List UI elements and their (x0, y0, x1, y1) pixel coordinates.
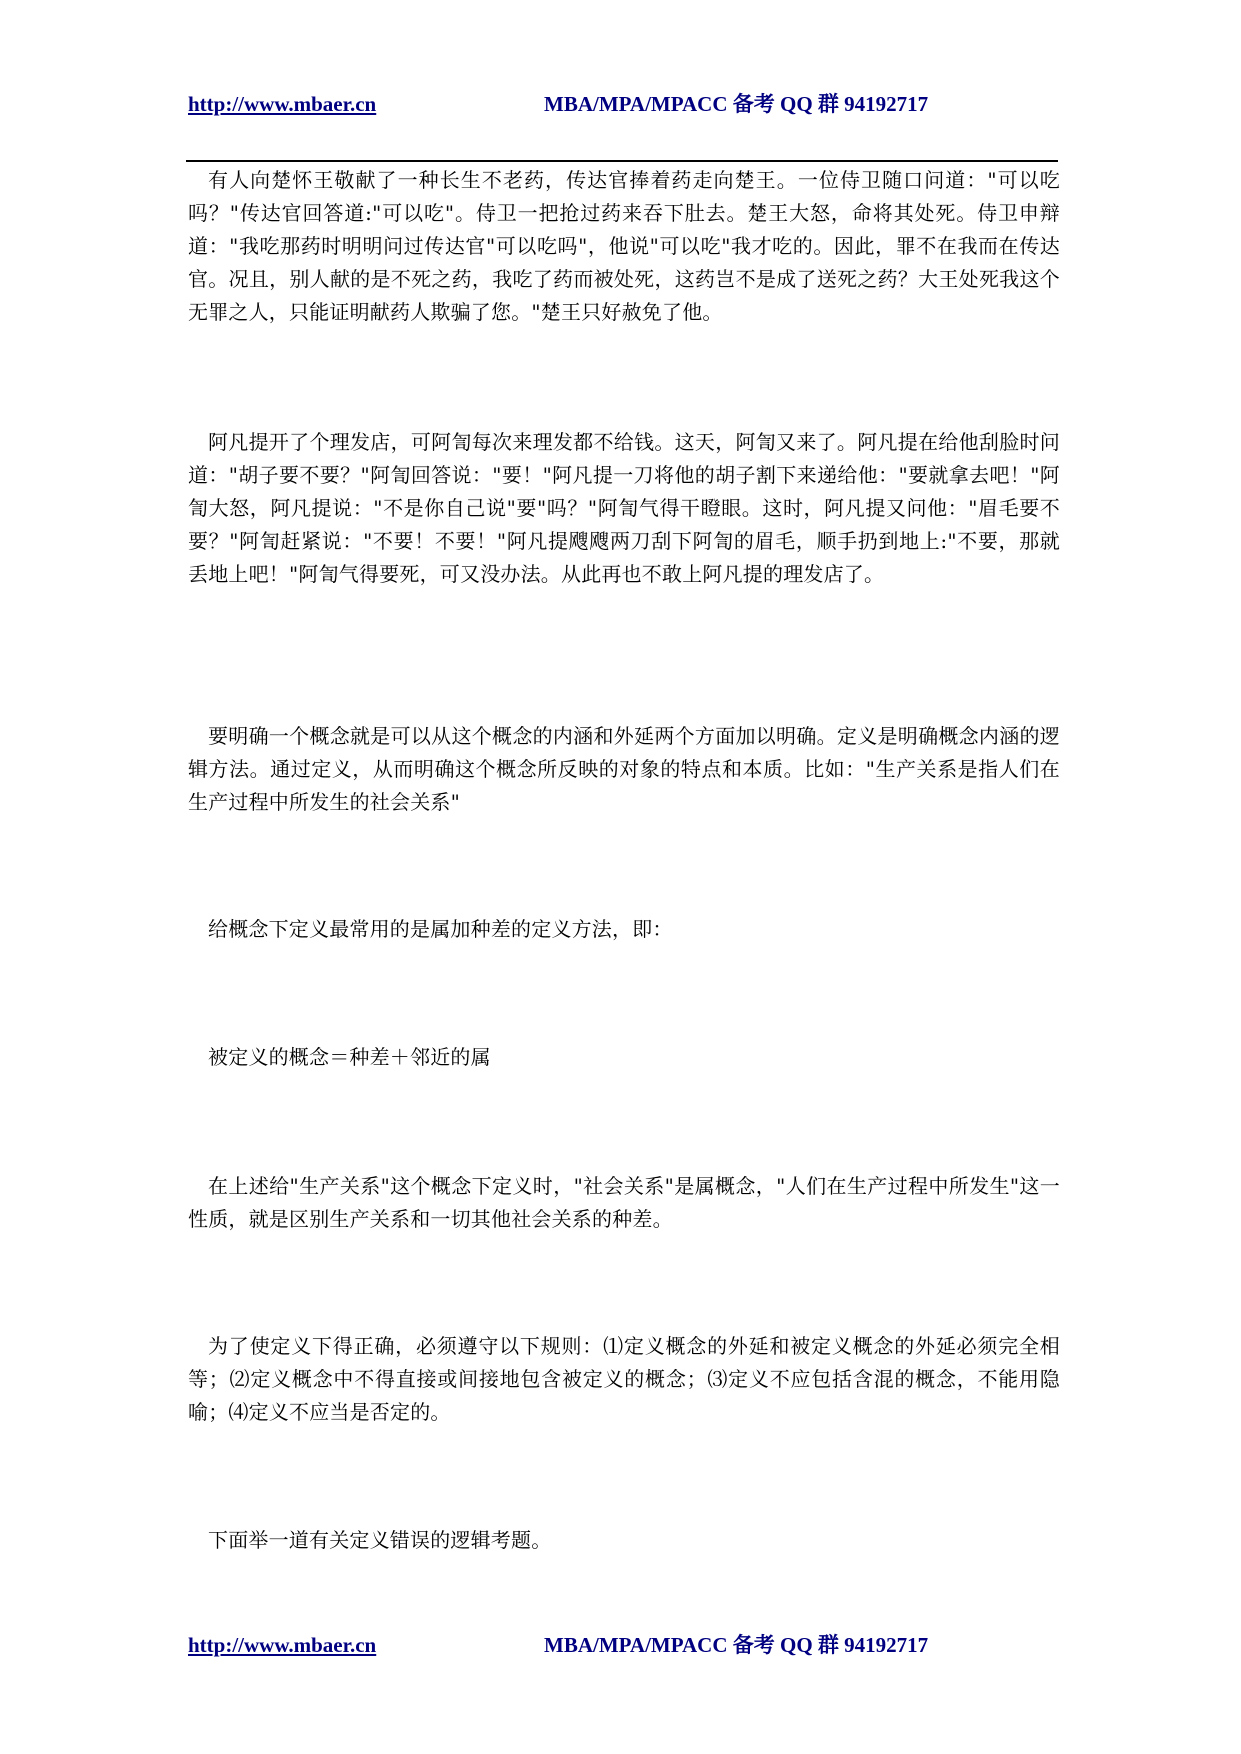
page-header (188, 89, 1058, 119)
paragraph-7: 为了使定义下得正确，必须遵守以下规则：⑴定义概念的外延和被定义概念的外延必须完全相等；⑵定义概念中不得直接或间接地包含被定义的概念；⑶定义不应包括含混的概念，不能用隐喻；⑷定义不应当是否定的。 (188, 1334, 1060, 1424)
paragraph-3: 要明确一个概念就是可以从这个概念的内涵和外延两个方面加以明确。定义是明确概念内涵的逻辑方法。通过定义，从而明确这个概念所反映的对象的特点和本质。比如："生产关系是指人们在生产过程中所发生的社会关系" (188, 724, 1060, 814)
paragraph-8: 下面举一道有关定义错误的逻辑考题。 (208, 1528, 552, 1552)
paragraph-5: 被定义的概念＝种差＋邻近的属 (208, 1045, 491, 1069)
footer-qq-group: MBA/MPA/MPACC 备考 QQ 群 94192717 (544, 1633, 929, 1657)
footer-link[interactable]: http://www.mbaer.cn (188, 1633, 377, 1657)
header-link[interactable]: http://www.mbaer.cn (188, 92, 377, 116)
page-footer (188, 1630, 1058, 1660)
header-qq-group: MBA/MPA/MPACC 备考 QQ 群 94192717 (544, 92, 929, 116)
header-divider (186, 160, 1058, 162)
paragraph-6: 在上述给"生产关系"这个概念下定义时，"社会关系"是属概念，"人们在生产过程中所发生"这一性质，就是区别生产关系和一切其他社会关系的种差。 (188, 1174, 1060, 1231)
paragraph-2: 阿凡提开了个理发店，可阿訇每次来理发都不给钱。这天，阿訇又来了。阿凡提在给他刮脸时问道："胡子要不要？"阿訇回答说："要！"阿凡提一刀将他的胡子割下来递给他："要就拿去吧！"阿訇大怒，阿凡提说："不是你自己说"要"吗？"阿訇气得干瞪眼。这时，阿凡提又问他："眉毛要不要？"阿訇赶紧说："不要！不要！"阿凡提飕飕两刀刮下阿訇的眉毛，顺手扔到地上:"不要，那就丢地上吧！"阿訇气得要死，可又没办法。从此再也不敢上阿凡提的理发店了。 (188, 430, 1060, 586)
paragraph-1: 有人向楚怀王敬献了一种长生不老药，传达官捧着药走向楚王。一位侍卫随口问道："可以吃吗？"传达官回答道:"可以吃"。侍卫一把抢过药来吞下肚去。楚王大怒，命将其处死。侍卫申辩道："我吃那药时明明问过传达官"可以吃吗"，他说"可以吃"我才吃的。因此，罪不在我而在传达官。况且，别人献的是不死之药，我吃了药而被处死，这药岂不是成了送死之药？大王处死我这个无罪之人，只能证明献药人欺骗了您。"楚王只好赦免了他。 (188, 168, 1060, 324)
paragraph-4: 给概念下定义最常用的是属加种差的定义方法，即： (208, 917, 673, 941)
